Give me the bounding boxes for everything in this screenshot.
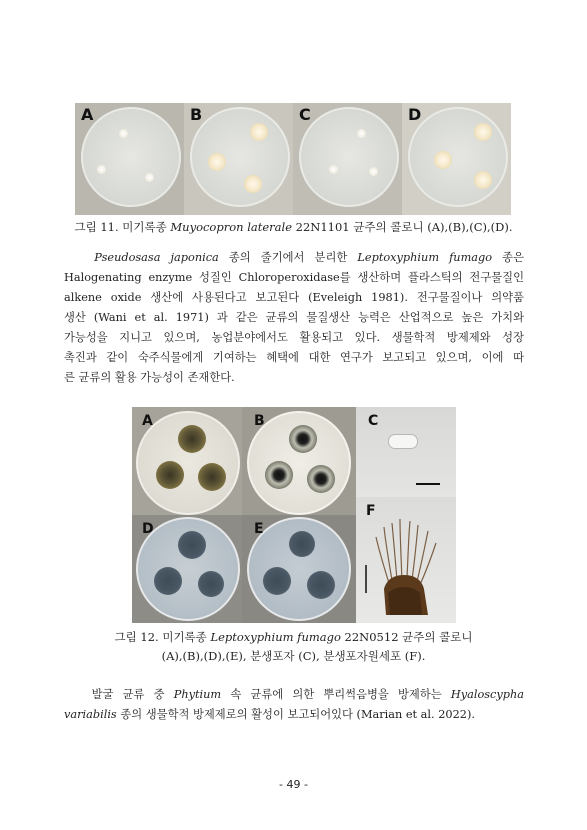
petri-dish xyxy=(190,107,290,207)
colony xyxy=(289,425,317,453)
paragraph-line: 가능성을 지니고 있으며, 농업분야에서도 활용되고 있다. 생물학적 방제제와 성장 xyxy=(64,331,524,344)
panel-label: B xyxy=(254,413,265,429)
figure-11-panel-b xyxy=(184,103,293,215)
colony xyxy=(119,129,128,138)
panel-label: A xyxy=(81,105,94,124)
colony xyxy=(198,463,226,491)
figure-11-caption: 그림 11. 미기록종 Muyocopron laterale 22N1101 균주의 콜로니 (A),(B),(C),(D). xyxy=(74,220,513,234)
colony xyxy=(178,531,206,559)
figure-12-panel-a xyxy=(132,407,242,515)
figure-12 xyxy=(132,407,456,623)
panel-label: A xyxy=(142,413,153,429)
paragraph-line: 른 균류의 활용 가능성이 존재한다. xyxy=(64,371,235,384)
figure-12-panel-b xyxy=(242,407,356,515)
paragraph-line: 생산 (Wani et al. 1971) 과 같은 균류의 물질생산 능력은 산업적으로 높은 가치와 xyxy=(64,311,524,324)
species-name: Muyocopron laterale xyxy=(170,220,292,234)
colony xyxy=(329,165,338,174)
petri-dish xyxy=(81,107,181,207)
scale-bar xyxy=(416,483,440,485)
figure-12-panel-c xyxy=(356,407,456,497)
panel-label: C xyxy=(368,413,379,429)
colony xyxy=(250,123,268,141)
colony xyxy=(474,171,492,189)
colony xyxy=(145,173,154,182)
paragraph-line: alkene oxide 생산에 사용된다고 보고된다 (Eveleigh 1981). 전구물질이나 의약품 xyxy=(64,291,524,304)
colony xyxy=(289,531,315,557)
figure-11 xyxy=(75,103,511,215)
colony xyxy=(307,465,335,493)
species-name: Leptoxyphium fumago xyxy=(210,630,341,644)
colony xyxy=(307,571,335,599)
conidium xyxy=(388,434,418,449)
paragraph-line: 촉진과 같이 숙주식물에게 기여하는 혜택에 대한 연구가 보고되고 있으며, 이에 따 xyxy=(64,351,524,364)
figure-11-panel-a xyxy=(75,103,184,215)
colony xyxy=(178,425,206,453)
panel-label: E xyxy=(254,521,264,537)
colony xyxy=(198,571,224,597)
figure-12-panel-e xyxy=(242,515,356,623)
panel-label: D xyxy=(142,521,154,537)
petri-dish xyxy=(299,107,399,207)
colony xyxy=(434,151,452,169)
colony xyxy=(265,461,293,489)
colony xyxy=(357,129,366,138)
figure-12-caption-line-2: (A),(B),(D),(E), 분생포자 (C), 분생포자원세포 (F). xyxy=(161,649,426,663)
colony xyxy=(244,175,262,193)
colony xyxy=(156,461,184,489)
colony xyxy=(263,567,291,595)
paragraph-line: Pseudosasa japonica 종의 줄기에서 분리한 Leptoxyphium fumago 종은 xyxy=(94,251,525,264)
page-number: - 49 - xyxy=(279,778,308,791)
colony xyxy=(369,167,378,176)
panel-label: B xyxy=(190,105,203,124)
panel-label: C xyxy=(299,105,311,124)
body-paragraph-2 xyxy=(64,685,524,725)
figure-11-panel-c xyxy=(293,103,402,215)
paragraph-line: Halogenating enzyme 성질인 Chloroperoxidase를 생산하며 플라스틱의 전구물질인 xyxy=(64,271,524,284)
figure-12-panel-d xyxy=(132,515,242,623)
colony xyxy=(474,123,492,141)
colony xyxy=(208,153,226,171)
figure-12-caption-line-1: 그림 12. 미기록종 Leptoxyphium fumago 22N0512 균주의 콜로니 xyxy=(114,630,473,644)
panel-label: D xyxy=(408,105,422,124)
figure-12-panel-f xyxy=(356,497,456,623)
figure-11-panel-d xyxy=(402,103,511,215)
panel-label: F xyxy=(366,503,376,519)
petri-dish xyxy=(408,107,508,207)
paragraph-line: 발굴 균류 중 Phytium 속 균류에 의한 뿌리썩음병을 방제하는 Hyaloscypha xyxy=(91,688,525,701)
paragraph-line: variabilis 종의 생물학적 방제제로의 활성이 보고되어있다 (Marian et al. 2022). xyxy=(64,708,475,721)
body-paragraph-1 xyxy=(64,248,524,388)
colony xyxy=(154,567,182,595)
colony xyxy=(97,165,106,174)
